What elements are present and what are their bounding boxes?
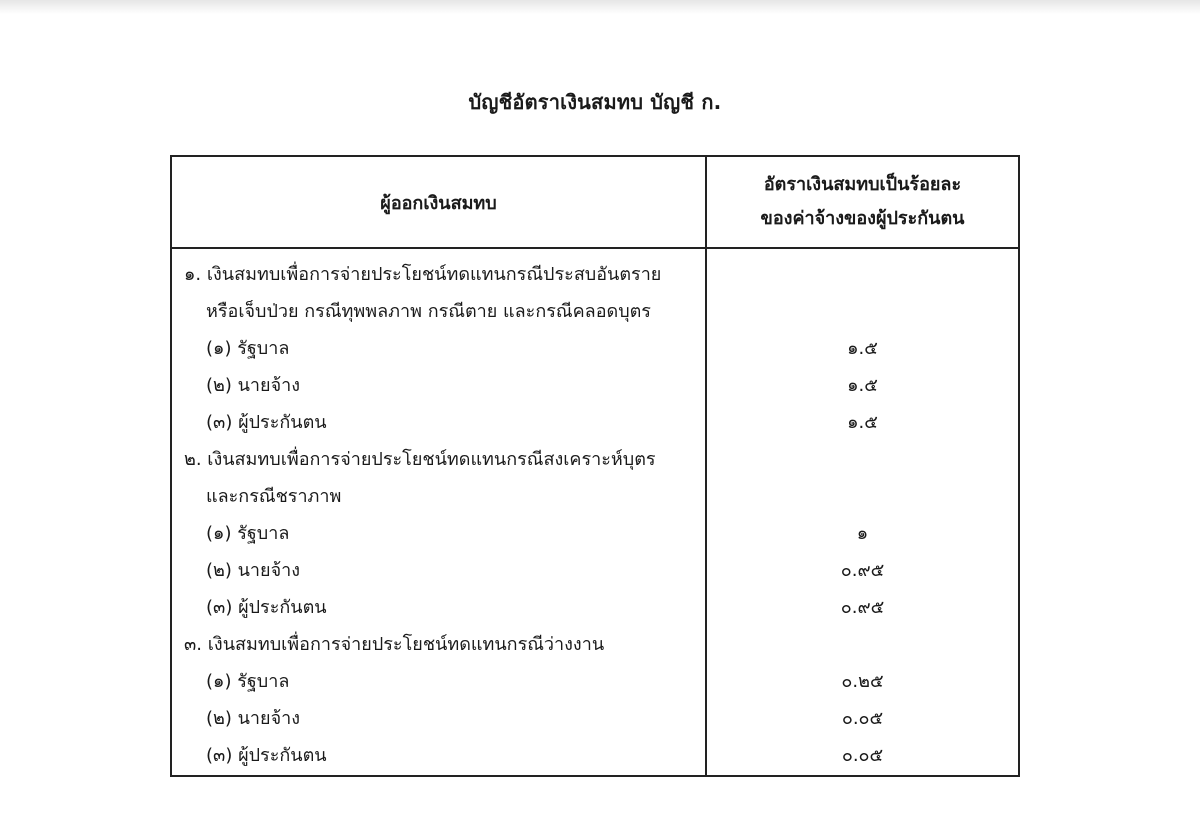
table-header-row xyxy=(172,157,1018,249)
header-contributor: ผู้ออกเงินสมทบ xyxy=(380,192,497,214)
table-row xyxy=(172,440,1018,477)
table-row xyxy=(172,514,1018,551)
row-label: (๒) นายจ้าง xyxy=(206,560,301,581)
row-label: (๓) ผู้ประกันตน xyxy=(206,745,327,766)
header-rate xyxy=(707,157,1018,247)
row-label: (๑) รัฐบาล xyxy=(206,523,290,544)
row-value: ๐.๙๕ xyxy=(840,560,885,581)
table-row xyxy=(172,662,1018,699)
header-rate-line2: ของค่าจ้างของผู้ประกันตน xyxy=(760,208,965,229)
table-row xyxy=(172,329,1018,366)
contribution-rate-table xyxy=(170,155,1020,777)
table-row xyxy=(172,588,1018,625)
row-label: ๓. เงินสมทบเพื่อการจ่ายประโยชน์ทดแทนกรณีว่างงาน xyxy=(184,634,605,655)
row-value: ๐.๐๕ xyxy=(841,708,884,729)
table-row xyxy=(172,403,1018,440)
table-row xyxy=(172,255,1018,292)
row-label: หรือเจ็บป่วย กรณีทุพพลภาพ กรณีตาย และกรณีคลอดบุตร xyxy=(206,301,651,322)
table-row xyxy=(172,366,1018,403)
row-label: ๒. เงินสมทบเพื่อการจ่ายประโยชน์ทดแทนกรณีสงเคราะห์บุตร xyxy=(184,449,656,470)
row-label: ๑. เงินสมทบเพื่อการจ่ายประโยชน์ทดแทนกรณีประสบอันตราย xyxy=(184,264,662,285)
row-value: ๐.๒๕ xyxy=(841,671,884,692)
table-body xyxy=(172,255,1018,773)
table-row xyxy=(172,699,1018,736)
table-row xyxy=(172,736,1018,773)
row-label: (๓) ผู้ประกันตน xyxy=(206,597,327,618)
row-value: ๑ xyxy=(856,523,869,544)
viewer-top-edge xyxy=(0,0,1200,14)
row-label: (๒) นายจ้าง xyxy=(206,375,301,396)
row-label: (๑) รัฐบาล xyxy=(206,338,290,359)
row-value: ๐.๙๕ xyxy=(840,597,885,618)
row-label: และกรณีชราภาพ xyxy=(206,486,342,507)
table-row xyxy=(172,551,1018,588)
table-row xyxy=(172,477,1018,514)
table-row xyxy=(172,292,1018,329)
row-value: ๑.๕ xyxy=(847,375,878,396)
header-rate-line1: อัตราเงินสมทบเป็นร้อยละ xyxy=(763,174,962,195)
row-label: (๓) ผู้ประกันตน xyxy=(206,412,327,433)
table-row xyxy=(172,625,1018,662)
row-value: ๑.๕ xyxy=(847,338,878,359)
row-value: ๐.๐๕ xyxy=(841,745,884,766)
row-label: (๒) นายจ้าง xyxy=(206,708,301,729)
row-value: ๑.๕ xyxy=(847,412,878,433)
row-label: (๑) รัฐบาล xyxy=(206,671,290,692)
document-title: บัญชีอัตราเงินสมทบ บัญชี ก. xyxy=(468,90,722,114)
